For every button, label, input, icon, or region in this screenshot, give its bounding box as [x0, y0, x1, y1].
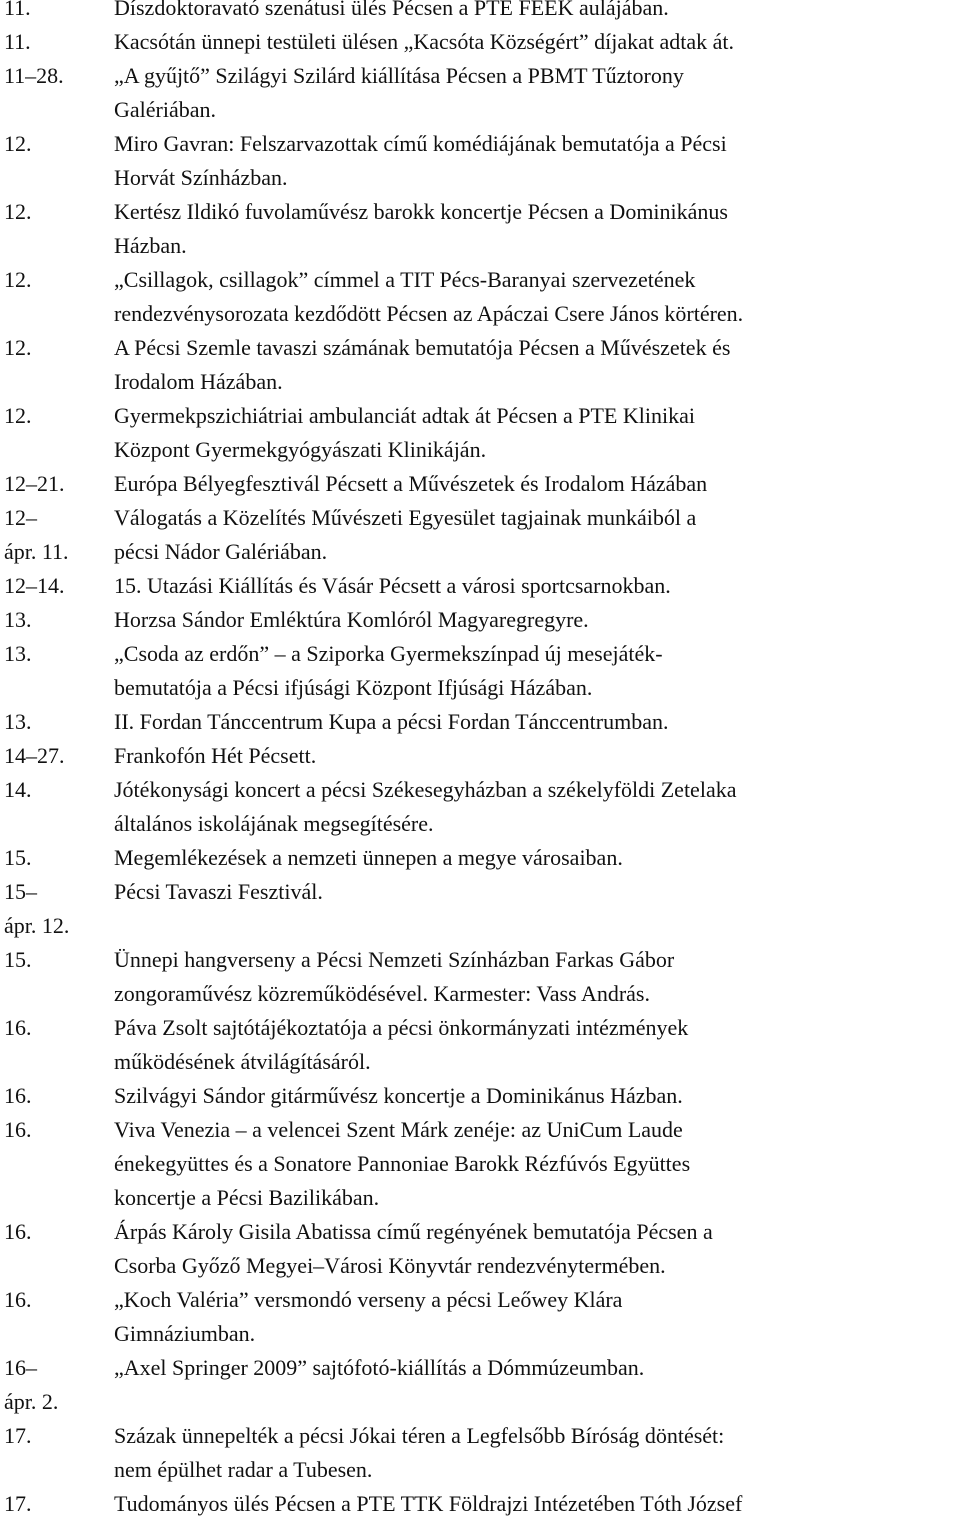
entry-text-line: rendezvénysorozata kezdődött Pécsen az Apáczai Csere János körtéren. — [114, 301, 744, 326]
chronology-entry — [4, 569, 956, 603]
entry-date-line: 16. — [4, 1219, 32, 1244]
entry-text-line: Díszdoktoravató szenátusi ülés Pécsen a PTE FEEK aulájában. — [114, 0, 669, 20]
entry-text — [114, 467, 956, 501]
entry-date — [4, 1283, 114, 1351]
entry-text — [114, 1011, 956, 1079]
entry-text-line: Csorba Győző Megyei–Városi Könyvtár rendezvénytermében. — [114, 1253, 666, 1278]
chronology-entry — [4, 1215, 956, 1283]
entry-text-line: „Csillagok, csillagok” címmel a TIT Pécs-Baranyai szervezetének — [114, 267, 696, 292]
entry-text-line: Horzsa Sándor Emléktúra Komlóról Magyaregregyre. — [114, 607, 589, 632]
entry-text — [114, 399, 956, 467]
entry-text-line: Galériában. — [114, 97, 216, 122]
entry-text — [114, 637, 956, 705]
entry-text — [114, 1419, 956, 1487]
entry-date — [4, 943, 114, 1011]
entry-text-line: Árpás Károly Gisila Abatissa című regényének bemutatója Pécsen a — [114, 1219, 713, 1244]
entry-text — [114, 841, 956, 875]
chronology-entry — [4, 467, 956, 501]
entry-date — [4, 1419, 114, 1487]
entry-date-line: 14. — [4, 777, 32, 802]
entry-text-line: II. Fordan Tánccentrum Kupa a pécsi Fordan Tánccentrumban. — [114, 709, 669, 734]
entry-text-line: Frankofón Hét Pécsett. — [114, 743, 317, 768]
chronology-entry — [4, 399, 956, 467]
chronology-entry — [4, 1487, 956, 1521]
entry-date — [4, 637, 114, 705]
entry-text-line: zongoraművész közreműködésével. Karmester: Vass András. — [114, 981, 650, 1006]
chronology-entry — [4, 331, 956, 399]
chronology-entry — [4, 875, 956, 943]
entry-date-line: 12. — [4, 199, 32, 224]
entry-date-line: 13. — [4, 641, 32, 666]
entry-text-line: Páva Zsolt sajtótájékoztatója a pécsi önkormányzati intézmények — [114, 1015, 689, 1040]
entry-text-line: „A gyűjtő” Szilágyi Szilárd kiállítása Pécsen a PBMT Tűztorony — [114, 63, 684, 88]
entry-date-line: 16. — [4, 1015, 32, 1040]
chronology-entry — [4, 943, 956, 1011]
entry-date — [4, 603, 114, 637]
entry-date-line: 12. — [4, 131, 32, 156]
entry-text — [114, 127, 956, 195]
entry-text-line: Válogatás a Közelítés Művészeti Egyesület tagjainak munkáiból a — [114, 505, 697, 530]
entry-text-line: „Csoda az erdőn” – a Sziporka Gyermekszínpad új mesejáték- — [114, 641, 663, 666]
entry-date — [4, 705, 114, 739]
chronology-entry — [4, 705, 956, 739]
entry-text-line: Ünnepi hangverseny a Pécsi Nemzeti Színházban Farkas Gábor — [114, 947, 675, 972]
entry-date — [4, 569, 114, 603]
entry-date-line: 11. — [4, 0, 31, 20]
entry-text-line: Százak ünnepelték a pécsi Jókai téren a Legfelsőbb Bíróság döntését: — [114, 1423, 725, 1448]
chronology-entry — [4, 127, 956, 195]
entry-text — [114, 0, 956, 25]
entry-text — [114, 1079, 956, 1113]
entry-date-line: ápr. 11. — [4, 539, 69, 564]
entry-text-line: Tudományos ülés Pécsen a PTE TTK Földrajzi Intézetében Tóth József — [114, 1491, 743, 1516]
entry-text — [114, 875, 956, 943]
entry-text — [114, 739, 956, 773]
entry-text — [114, 569, 956, 603]
entry-date — [4, 0, 114, 25]
entry-date-line: ápr. 2. — [4, 1389, 59, 1414]
entry-date — [4, 25, 114, 59]
entry-text — [114, 603, 956, 637]
entry-date-line: ápr. 12. — [4, 913, 70, 938]
entry-text-line: Jótékonysági koncert a pécsi Székesegyházban a székelyföldi Zetelaka — [114, 777, 737, 802]
chronology-entry — [4, 739, 956, 773]
entry-date-line: 13. — [4, 709, 32, 734]
entry-date — [4, 739, 114, 773]
chronology-entry — [4, 1351, 956, 1419]
entry-text-line: nem épülhet radar a Tubesen. — [114, 1457, 373, 1482]
entry-text-line: A Pécsi Szemle tavaszi számának bemutatója Pécsen a Művészetek és — [114, 335, 731, 360]
entry-date — [4, 1487, 114, 1521]
chronology-entry — [4, 637, 956, 705]
chronology-entry — [4, 501, 956, 569]
entry-date-line: 11–28. — [4, 63, 64, 88]
chronology-entry — [4, 0, 956, 25]
entry-date-line: 12– — [4, 505, 37, 530]
chronology-entry — [4, 59, 956, 127]
chronology-document — [4, 0, 956, 1521]
entry-text-line: Horvát Színházban. — [114, 165, 288, 190]
entry-date — [4, 875, 114, 943]
entry-date-line: 16. — [4, 1117, 32, 1142]
entry-date — [4, 1079, 114, 1113]
chronology-entry — [4, 1419, 956, 1487]
entry-text-line: Megemlékezések a nemzeti ünnepen a megye városaiban. — [114, 845, 623, 870]
chronology-entry — [4, 773, 956, 841]
entry-text — [114, 195, 956, 263]
entry-date-line: 15. — [4, 947, 32, 972]
entry-date-line: 16. — [4, 1287, 32, 1312]
entry-text — [114, 25, 956, 59]
entry-text-line: általános iskolájának megsegítésére. — [114, 811, 434, 836]
entry-text-line: Viva Venezia – a velencei Szent Márk zenéje: az UniCum Laude — [114, 1117, 683, 1142]
entry-date — [4, 1113, 114, 1215]
entry-text-line: Házban. — [114, 233, 187, 258]
entry-date-line: 12. — [4, 267, 32, 292]
entry-date — [4, 1215, 114, 1283]
entry-date — [4, 501, 114, 569]
entry-date — [4, 1011, 114, 1079]
entry-date — [4, 1351, 114, 1419]
entry-text — [114, 263, 956, 331]
chronology-entry — [4, 1283, 956, 1351]
entry-date-line: 17. — [4, 1491, 32, 1516]
entry-date — [4, 59, 114, 127]
entry-date-line: 15– — [4, 879, 37, 904]
entry-date — [4, 399, 114, 467]
entry-text-line: Kertész Ildikó fuvolaművész barokk koncertje Pécsen a Dominikánus — [114, 199, 728, 224]
entry-text — [114, 331, 956, 399]
entry-text — [114, 1351, 956, 1419]
chronology-entry — [4, 1113, 956, 1215]
entry-text-line: koncertje a Pécsi Bazilikában. — [114, 1185, 380, 1210]
entry-text — [114, 773, 956, 841]
entry-date-line: 12–21. — [4, 471, 65, 496]
entry-date — [4, 467, 114, 501]
entry-text-line: Központ Gyermekgyógyászati Klinikáján. — [114, 437, 487, 462]
entry-date-line: 15. — [4, 845, 32, 870]
chronology-entry — [4, 1079, 956, 1113]
entry-date — [4, 331, 114, 399]
entry-text — [114, 1215, 956, 1283]
entry-text-line: Pécsi Tavaszi Fesztivál. — [114, 879, 323, 904]
chronology-entry — [4, 603, 956, 637]
entry-text-line: Kacsótán ünnepi testületi ülésen „Kacsóta Községért” díjakat adtak át. — [114, 29, 735, 54]
entry-date — [4, 195, 114, 263]
entry-text-line: működésének átvilágításáról. — [114, 1049, 371, 1074]
entry-text — [114, 1283, 956, 1351]
chronology-entry — [4, 1011, 956, 1079]
entry-text-line: bemutatója a Pécsi ifjúsági Központ Ifjúsági Házában. — [114, 675, 593, 700]
entry-text-line: Irodalom Házában. — [114, 369, 283, 394]
entry-text — [114, 943, 956, 1011]
chronology-entry — [4, 263, 956, 331]
entry-text-line: énekegyüttes és a Sonatore Pannoniae Barokk Rézfúvós Együttes — [114, 1151, 691, 1176]
entry-text-line: 15. Utazási Kiállítás és Vásár Pécsett a városi sportcsarnokban. — [114, 573, 671, 598]
entry-date-line: 11. — [4, 29, 31, 54]
entry-text — [114, 59, 956, 127]
entry-date-line: 12. — [4, 403, 32, 428]
entry-date — [4, 127, 114, 195]
entry-text — [114, 501, 956, 569]
entry-text — [114, 705, 956, 739]
entry-text-line: Európa Bélyegfesztivál Pécsett a Művészetek és Irodalom Házában — [114, 471, 708, 496]
entry-date-line: 12–14. — [4, 573, 65, 598]
chronology-entry — [4, 841, 956, 875]
entry-date-line: 12. — [4, 335, 32, 360]
entry-text-line: Miro Gavran: Felszarvazottak című komédiájának bemutatója a Pécsi — [114, 131, 727, 156]
chronology-entry — [4, 195, 956, 263]
entry-text — [114, 1487, 956, 1521]
entry-text-line: pécsi Nádor Galériában. — [114, 539, 328, 564]
entry-text-line: Szilvágyi Sándor gitárművész koncertje a Dominikánus Házban. — [114, 1083, 683, 1108]
entry-text-line: Gyermekpszichiátriai ambulanciát adtak át Pécsen a PTE Klinikai — [114, 403, 695, 428]
entry-date — [4, 841, 114, 875]
entry-date-line: 16– — [4, 1355, 37, 1380]
entry-text-line: Gimnáziumban. — [114, 1321, 256, 1346]
chronology-entry — [4, 25, 956, 59]
entry-text-line: „Koch Valéria” versmondó verseny a pécsi Leőwey Klára — [114, 1287, 623, 1312]
entry-date-line: 17. — [4, 1423, 32, 1448]
entry-date-line: 16. — [4, 1083, 32, 1108]
entry-date — [4, 773, 114, 841]
entry-date-line: 14–27. — [4, 743, 65, 768]
entry-text — [114, 1113, 956, 1215]
entry-date-line: 13. — [4, 607, 32, 632]
entry-text-line: „Axel Springer 2009” sajtófotó-kiállítás a Dómmúzeumban. — [114, 1355, 645, 1380]
entry-date — [4, 263, 114, 331]
